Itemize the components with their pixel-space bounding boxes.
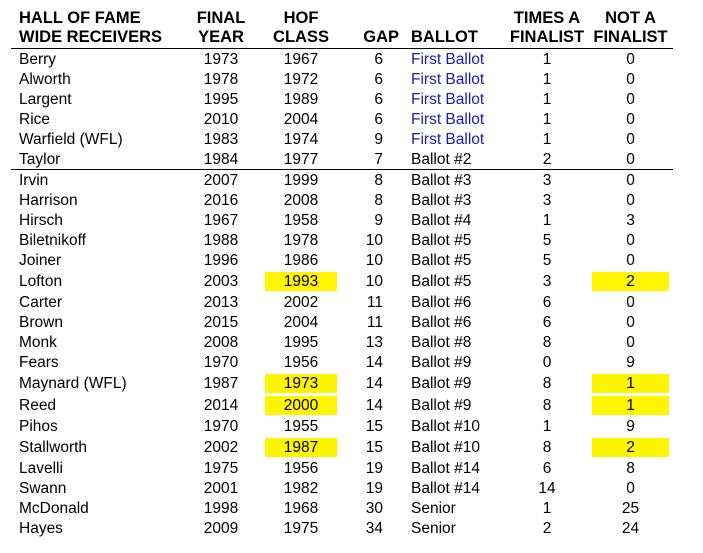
player-name: Carter	[19, 293, 63, 311]
header-hof-line2: CLASS	[261, 28, 341, 49]
hof-class-highlighted	[261, 436, 341, 458]
table-row	[11, 170, 673, 191]
not-finalist: 8	[626, 459, 635, 477]
not-finalist: 9	[626, 353, 635, 371]
not-finalist: 0	[626, 293, 635, 311]
not-finalist: 0	[626, 110, 635, 128]
ballot: Ballot #14	[411, 479, 480, 497]
final-year: 1998	[203, 499, 239, 517]
table-row	[11, 292, 673, 312]
times-finalist: 2	[542, 519, 552, 537]
times-finalist: 5	[542, 231, 552, 249]
highlight-value: 1993	[265, 272, 337, 291]
table-row	[11, 89, 673, 109]
ballot: Ballot #5	[411, 251, 472, 269]
final-year: 2002	[203, 438, 239, 456]
ballot: First Ballot	[411, 90, 485, 108]
player-name: Joiner	[19, 251, 62, 269]
header-gap-line1	[341, 9, 403, 28]
table-row	[11, 352, 673, 372]
gap: 6	[374, 90, 383, 108]
gap: 10	[365, 231, 383, 249]
final-year: 1983	[203, 130, 239, 148]
player-name: Monk	[19, 333, 57, 351]
hof-class: 1982	[283, 479, 319, 497]
not-finalist: 24	[621, 519, 640, 537]
gap: 6	[374, 70, 383, 88]
final-year: 1975	[203, 459, 239, 477]
final-year: 1984	[203, 150, 239, 168]
header-not-line1: NOT A	[605, 9, 656, 27]
gap: 8	[374, 191, 383, 209]
player-name: Brown	[19, 313, 63, 331]
times-finalist: 8	[542, 396, 552, 414]
hof-class: 1956	[283, 353, 319, 371]
hof-class: 1958	[283, 211, 319, 229]
table-row	[11, 416, 673, 436]
header-final-line1: FINAL	[196, 9, 246, 27]
header-not-line2: FINALIST	[588, 28, 673, 49]
final-year: 1967	[203, 211, 239, 229]
header-ballot-line2: BALLOT	[403, 28, 506, 49]
gap: 7	[374, 150, 383, 168]
final-year: 1987	[203, 374, 239, 392]
ballot: Ballot #14	[411, 459, 480, 477]
header-final-line2: YEAR	[181, 28, 261, 49]
highlight-value: 2	[592, 438, 669, 457]
hof-class: 1986	[283, 251, 319, 269]
gap: 10	[365, 251, 383, 269]
ballot: Ballot #4	[411, 211, 472, 229]
final-year: 2001	[203, 479, 239, 497]
times-finalist: 8	[542, 374, 552, 392]
gap: 15	[365, 438, 383, 456]
gap: 9	[374, 211, 383, 229]
not-finalist: 0	[626, 50, 635, 68]
gap: 6	[374, 110, 383, 128]
header-times-line1: TIMES A	[513, 9, 581, 27]
player-name: Swann	[19, 479, 67, 497]
table-row	[11, 69, 673, 89]
player-name: Maynard (WFL)	[19, 374, 127, 392]
final-year: 1970	[203, 353, 239, 371]
ballot: First Ballot	[411, 70, 485, 88]
not-finalist: 25	[621, 499, 640, 517]
gap: 11	[366, 293, 383, 311]
hof-class: 1977	[283, 150, 319, 168]
table-row	[11, 250, 673, 270]
player-name: Largent	[19, 90, 72, 108]
ballot: Ballot #5	[411, 272, 472, 290]
times-finalist: 6	[542, 459, 552, 477]
gap: 10	[365, 272, 383, 290]
table-row	[11, 149, 673, 170]
highlight-value: 1	[592, 396, 669, 415]
ballot: Ballot #6	[411, 293, 472, 311]
ballot: Senior	[411, 519, 456, 537]
player-name: Rice	[19, 110, 51, 128]
final-year: 2003	[203, 272, 239, 290]
times-finalist: 1	[542, 110, 552, 128]
hof-class: 1956	[283, 459, 319, 477]
times-finalist: 1	[542, 70, 552, 88]
header-name-line1: HALL OF FAME	[19, 9, 141, 27]
ballot: First Ballot	[411, 130, 485, 148]
table-row	[11, 270, 673, 292]
table-row	[11, 312, 673, 332]
times-finalist: 6	[542, 313, 552, 331]
hof-class: 1978	[283, 231, 319, 249]
gap: 30	[365, 499, 383, 517]
highlight-value: 1973	[265, 374, 337, 393]
gap: 19	[365, 459, 383, 477]
times-finalist: 0	[542, 353, 552, 371]
final-year: 1996	[203, 251, 239, 269]
not-finalist: 0	[626, 191, 635, 209]
highlight-value: 2000	[265, 396, 337, 415]
ballot: Ballot #9	[411, 374, 472, 392]
hof-class: 1975	[283, 519, 319, 537]
player-name: Lavelli	[19, 459, 63, 477]
final-year: 1995	[203, 90, 239, 108]
ballot: Ballot #10	[411, 438, 480, 456]
times-finalist: 14	[538, 479, 556, 497]
final-year: 2009	[203, 519, 239, 537]
not-finalist-highlighted	[588, 436, 673, 458]
hof-class: 2002	[283, 293, 319, 311]
not-finalist: 0	[626, 479, 635, 497]
highlight-value: 1	[592, 374, 669, 393]
times-finalist: 5	[542, 251, 552, 269]
hof-class: 1974	[283, 130, 319, 148]
player-name: Alworth	[19, 70, 71, 88]
ballot: Ballot #3	[403, 170, 506, 191]
final-year: 1970	[203, 417, 239, 435]
hof-class: 1955	[283, 417, 319, 435]
not-finalist: 3	[626, 211, 635, 229]
header-ballot-line1	[403, 9, 506, 28]
ballot: Ballot #6	[411, 313, 472, 331]
times-finalist: 1	[542, 130, 552, 148]
player-name: Warfield (WFL)	[19, 130, 123, 148]
header-hof-line1: HOF	[283, 9, 319, 27]
final-year: 2015	[203, 313, 239, 331]
not-finalist: 0	[626, 333, 635, 351]
final-year: 2007	[181, 170, 261, 191]
gap: 14	[365, 396, 383, 414]
table-row	[11, 230, 673, 250]
table-row	[11, 478, 673, 498]
not-finalist: 0	[588, 170, 673, 191]
table-row	[11, 498, 673, 518]
hof-class: 2008	[283, 191, 319, 209]
gap: 15	[365, 417, 383, 435]
player-name: Irvin	[11, 170, 181, 191]
table-row	[11, 458, 673, 478]
final-year: 1978	[203, 70, 239, 88]
table-row	[11, 332, 673, 352]
player-name: Harrison	[19, 191, 78, 209]
times-finalist: 8	[542, 438, 552, 456]
player-name: Hirsch	[19, 211, 63, 229]
highlight-value: 2	[592, 272, 669, 291]
times-finalist: 1	[542, 211, 552, 229]
not-finalist-highlighted	[588, 372, 673, 394]
ballot: Ballot #9	[411, 353, 472, 371]
times-finalist: 1	[542, 90, 552, 108]
times-finalist: 6	[542, 293, 552, 311]
gap: 14	[365, 374, 383, 392]
hof-class: 1999	[261, 170, 341, 191]
not-finalist: 0	[626, 231, 635, 249]
ballot: First Ballot	[411, 50, 485, 68]
header-gap-line2: GAP	[341, 28, 403, 49]
table-row	[11, 394, 673, 416]
table-row	[11, 190, 673, 210]
player-name: Hayes	[19, 519, 63, 537]
ballot: Ballot #3	[411, 191, 472, 209]
hof-class-highlighted	[261, 372, 341, 394]
player-name: Lofton	[19, 272, 63, 290]
player-name: Reed	[19, 396, 57, 414]
table-row	[11, 210, 673, 230]
times-finalist: 3	[506, 170, 588, 191]
table-row	[11, 109, 673, 129]
gap: 11	[366, 313, 383, 331]
ballot: Ballot #8	[411, 333, 472, 351]
player-name: Pihos	[19, 417, 58, 435]
gap: 8	[341, 170, 403, 191]
not-finalist: 0	[626, 90, 635, 108]
hof-class: 1968	[283, 499, 319, 517]
table-row	[11, 518, 673, 538]
not-finalist-highlighted	[588, 394, 673, 416]
times-finalist: 1	[542, 417, 552, 435]
times-finalist: 1	[542, 499, 552, 517]
times-finalist: 3	[542, 191, 552, 209]
player-name: Berry	[19, 50, 57, 68]
hof-class: 2004	[283, 313, 319, 331]
times-finalist: 2	[542, 150, 552, 168]
gap: 13	[365, 333, 383, 351]
ballot: Ballot #2	[411, 150, 472, 168]
ballot: Ballot #10	[411, 417, 480, 435]
hof-class: 1989	[283, 90, 319, 108]
ballot: Ballot #5	[411, 231, 472, 249]
highlight-value: 1987	[265, 438, 337, 457]
header-times-line2: FINALIST	[506, 28, 588, 49]
times-finalist: 1	[542, 50, 552, 68]
hof-wide-receivers-table	[11, 9, 673, 538]
header-name-line2: WIDE RECEIVERS	[11, 28, 181, 49]
times-finalist: 3	[542, 272, 552, 290]
final-year: 2010	[203, 110, 239, 128]
ballot: Ballot #9	[411, 396, 472, 414]
final-year: 1988	[203, 231, 239, 249]
player-name: Fears	[19, 353, 59, 371]
gap: 6	[374, 50, 383, 68]
hof-class: 1967	[283, 50, 319, 68]
times-finalist: 8	[542, 333, 552, 351]
not-finalist: 0	[626, 313, 635, 331]
not-finalist: 0	[626, 70, 635, 88]
gap: 9	[374, 130, 383, 148]
hof-class: 1972	[283, 70, 319, 88]
table-row	[11, 129, 673, 149]
header-row-1	[11, 9, 673, 28]
player-name: McDonald	[19, 499, 89, 517]
final-year: 1973	[203, 50, 239, 68]
not-finalist: 0	[626, 251, 635, 269]
header-row-2	[11, 28, 673, 49]
table-row	[11, 436, 673, 458]
not-finalist: 0	[626, 130, 635, 148]
player-name: Biletnikoff	[19, 231, 86, 249]
gap: 14	[365, 353, 383, 371]
final-year: 2008	[203, 333, 239, 351]
table-row	[11, 49, 673, 70]
final-year: 2014	[203, 396, 239, 414]
final-year: 2016	[203, 191, 239, 209]
ballot: Senior	[411, 499, 456, 517]
not-finalist-highlighted	[588, 270, 673, 292]
player-name: Stallworth	[19, 438, 88, 456]
not-finalist: 0	[626, 150, 635, 168]
gap: 34	[365, 519, 383, 537]
hof-class-highlighted	[261, 394, 341, 416]
hof-class-highlighted	[261, 270, 341, 292]
hof-class: 2004	[283, 110, 319, 128]
hof-class: 1995	[283, 333, 319, 351]
not-finalist: 9	[626, 417, 635, 435]
table-row	[11, 372, 673, 394]
ballot: First Ballot	[411, 110, 485, 128]
final-year: 2013	[203, 293, 239, 311]
player-name: Taylor	[19, 150, 61, 168]
gap: 19	[365, 479, 383, 497]
